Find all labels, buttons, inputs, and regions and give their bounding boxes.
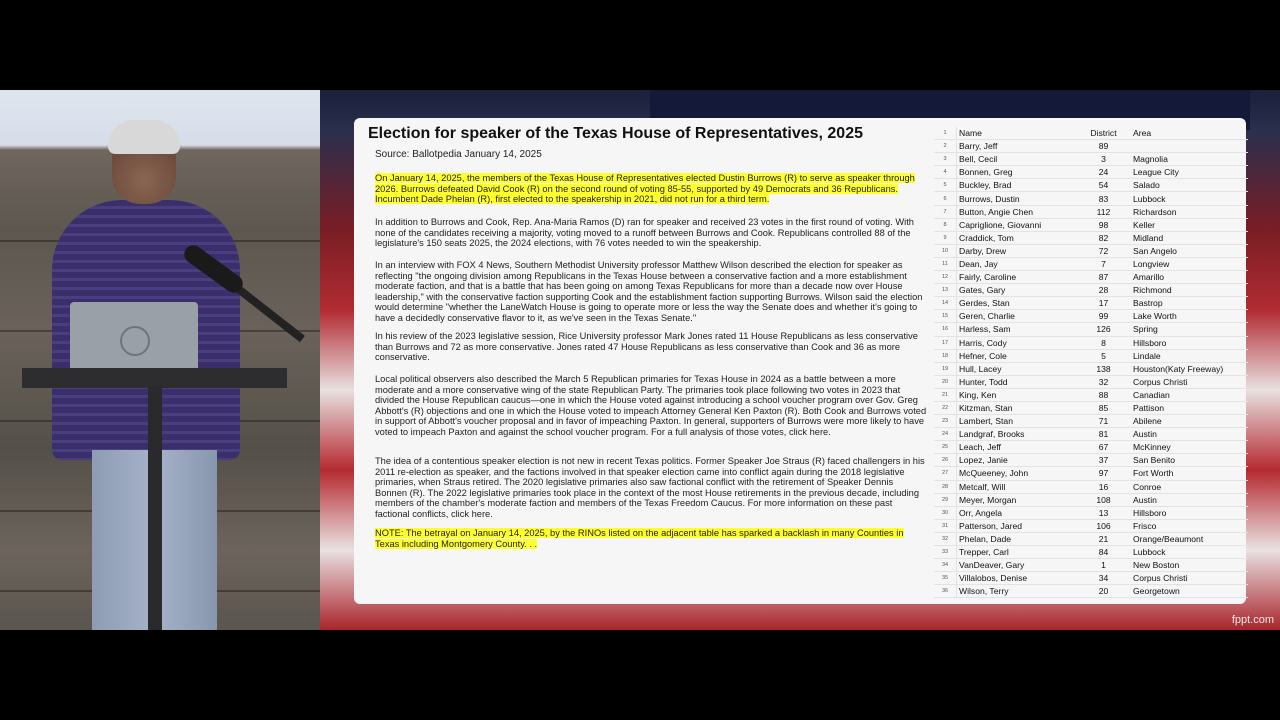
- cell-name: Orr, Angela: [957, 506, 1075, 519]
- table-row: [934, 362, 1248, 375]
- row-number: 14: [934, 297, 957, 310]
- table-row: [934, 257, 1248, 270]
- cell-area: Lake Worth: [1131, 310, 1248, 323]
- table-row: [934, 559, 1248, 572]
- cell-name: Burrows, Dustin: [957, 192, 1075, 205]
- cell-name: Leach, Jeff: [957, 441, 1075, 454]
- cell-district: 7: [1074, 257, 1131, 270]
- table-row: [934, 205, 1248, 218]
- cell-name: Barry, Jeff: [957, 140, 1075, 153]
- table-row: [934, 493, 1248, 506]
- row-number: 3: [934, 153, 957, 166]
- cell-district: 54: [1074, 179, 1131, 192]
- cell-name: Gates, Gary: [957, 284, 1075, 297]
- cell-name: Patterson, Jared: [957, 519, 1075, 532]
- table-header-row: [934, 127, 1248, 140]
- cell-district: 67: [1074, 441, 1131, 454]
- cell-district: 98: [1074, 218, 1131, 231]
- table-row: [934, 297, 1248, 310]
- row-number: 31: [934, 519, 957, 532]
- row-number: 23: [934, 415, 957, 428]
- table-row: [934, 415, 1248, 428]
- cell-name: Button, Angie Chen: [957, 205, 1075, 218]
- cell-district: 1: [1074, 559, 1131, 572]
- cell-district: 126: [1074, 323, 1131, 336]
- row-number: 25: [934, 441, 957, 454]
- cell-area: Salado: [1131, 179, 1248, 192]
- row-number: 4: [934, 166, 957, 179]
- highlighted-text: On January 14, 2025, the members of the Texas House of Representatives elected Dustin Burrows (R) to serve as speaker through 2026. Burrows defeated David Cook (R) on the second round of voting 85-55, supported by 49 Democrats and 36 Republicans. Incumbent Dade Phelan (R), first elected to the speakership in 2021, did not run for a third term.: [375, 173, 915, 205]
- cell-district: 97: [1074, 467, 1131, 480]
- cell-name: Lopez, Janie: [957, 454, 1075, 467]
- cell-name: VanDeaver, Gary: [957, 559, 1075, 572]
- table-row: [934, 401, 1248, 414]
- table-row: [934, 192, 1248, 205]
- cell-district: 89: [1074, 140, 1131, 153]
- cell-district: 20: [1074, 585, 1131, 598]
- column-header-name: Name: [957, 127, 1075, 140]
- cell-district: 82: [1074, 231, 1131, 244]
- cell-area: [1131, 140, 1248, 153]
- row-number: 32: [934, 532, 957, 545]
- table-row: [934, 336, 1248, 349]
- cell-area: Abilene: [1131, 415, 1248, 428]
- cell-district: 84: [1074, 546, 1131, 559]
- row-number: 24: [934, 428, 957, 441]
- table-row: [934, 179, 1248, 192]
- cell-name: Kitzman, Stan: [957, 401, 1075, 414]
- paragraph: In an interview with FOX 4 News, Southern Methodist University professor Matthew Wilson described the election for speaker as reflecting "the ongoing division among Republicans in the Texas House between a conservative faction and a more establishment moderate faction, and that is a battle that has been going on among Texas Republicans for more than a decade now over House leadership," with the conservative faction supporting Cook and the establishment faction supporting Burrows. Wilson said the election would determine "whether the LaneWatch House is going to operate more or less the way the Senate does and whether it's going to have a decidedly conservative flavor to it, as we've seen in the Texas Senate.": [375, 260, 923, 323]
- row-number: 30: [934, 506, 957, 519]
- note-highlighted-text: NOTE: The betrayal on January 14, 2025, by the RINOs listed on the adjacent table has sparked a backlash in many Counties in Texas including Montgomery County. . .: [375, 528, 904, 549]
- row-number: 17: [934, 336, 957, 349]
- row-number: 29: [934, 493, 957, 506]
- cell-area: Lubbock: [1131, 546, 1248, 559]
- row-number: 18: [934, 349, 957, 362]
- table-row: [934, 428, 1248, 441]
- cell-area: Canadian: [1131, 388, 1248, 401]
- cell-district: 72: [1074, 244, 1131, 257]
- table-row: [934, 310, 1248, 323]
- cell-district: 85: [1074, 401, 1131, 414]
- cell-area: Orange/Beaumont: [1131, 532, 1248, 545]
- cell-district: 3: [1074, 153, 1131, 166]
- table-row: [934, 323, 1248, 336]
- table-row: [934, 140, 1248, 153]
- cell-area: Conroe: [1131, 480, 1248, 493]
- cell-name: Harless, Sam: [957, 323, 1075, 336]
- cell-area: McKinney: [1131, 441, 1248, 454]
- table-row: [934, 532, 1248, 545]
- table-row: [934, 572, 1248, 585]
- cell-district: 8: [1074, 336, 1131, 349]
- table-row: [934, 284, 1248, 297]
- cell-district: 106: [1074, 519, 1131, 532]
- table-row: [934, 244, 1248, 257]
- cell-district: 88: [1074, 388, 1131, 401]
- row-number: 34: [934, 559, 957, 572]
- cell-name: Harris, Cody: [957, 336, 1075, 349]
- cell-area: New Boston: [1131, 559, 1248, 572]
- cell-name: Geren, Charlie: [957, 310, 1075, 323]
- table-row: [934, 166, 1248, 179]
- row-number: 7: [934, 205, 957, 218]
- paragraph: The idea of a contentious speaker election is not new in recent Texas politics. Former Speaker Joe Straus (R) faced challengers in his 2011 re-election as speaker, and the factions involved in that speaker election came into conflict again during the 2018 legislative primaries, when Straus retired. The 2020 legislative primaries also saw factional conflict with the retirement of Speaker Dennis Bonnen (R). The 2022 legislative primaries took place in the context of the most House retirements in the previous decade, including members of the chamber's moderate faction and members of the Texas Freedom Caucus. For more information on these past factional conflicts, click here.: [375, 456, 925, 519]
- cell-district: 71: [1074, 415, 1131, 428]
- row-number: 21: [934, 388, 957, 401]
- cell-area: Longview: [1131, 257, 1248, 270]
- cell-name: Hefner, Cole: [957, 349, 1075, 362]
- cell-area: Richardson: [1131, 205, 1248, 218]
- cell-name: Lambert, Stan: [957, 415, 1075, 428]
- cell-area: League City: [1131, 166, 1248, 179]
- table-row: [934, 506, 1248, 519]
- cell-area: Corpus Christi: [1131, 375, 1248, 388]
- cell-name: Darby, Drew: [957, 244, 1075, 257]
- row-number: 10: [934, 244, 957, 257]
- row-number: 33: [934, 546, 957, 559]
- row-number: 5: [934, 179, 957, 192]
- table-row: [934, 454, 1248, 467]
- row-number: 13: [934, 284, 957, 297]
- cell-district: 21: [1074, 532, 1131, 545]
- row-number: 15: [934, 310, 957, 323]
- podium-top: [22, 368, 287, 388]
- cell-name: King, Ken: [957, 388, 1075, 401]
- row-number: 2: [934, 140, 957, 153]
- cell-area: Houston(Katy Freeway): [1131, 362, 1248, 375]
- cell-district: 5: [1074, 349, 1131, 362]
- cell-name: Hull, Lacey: [957, 362, 1075, 375]
- cell-district: 13: [1074, 506, 1131, 519]
- row-number: 11: [934, 257, 957, 270]
- table-row: [934, 231, 1248, 244]
- cell-area: Lindale: [1131, 349, 1248, 362]
- cell-area: Austin: [1131, 428, 1248, 441]
- column-header-area: Area: [1131, 127, 1248, 140]
- row-number: 26: [934, 454, 957, 467]
- cell-area: Hillsboro: [1131, 506, 1248, 519]
- table-row: [934, 349, 1248, 362]
- cell-name: Craddick, Tom: [957, 231, 1075, 244]
- row-number: 28: [934, 480, 957, 493]
- cell-district: 83: [1074, 192, 1131, 205]
- cell-area: Midland: [1131, 231, 1248, 244]
- paragraph-highlighted: [375, 173, 927, 205]
- cell-district: 108: [1074, 493, 1131, 506]
- row-number: 1: [934, 127, 957, 140]
- cell-district: 16: [1074, 480, 1131, 493]
- cell-district: 99: [1074, 310, 1131, 323]
- cell-area: Frisco: [1131, 519, 1248, 532]
- cell-district: 112: [1074, 205, 1131, 218]
- paragraph: In addition to Burrows and Cook, Rep. Ana-Maria Ramos (D) ran for speaker and received 23 votes in the first round of voting. With none of the candidates receiving a majority, voting moved to a runoff between Burrows and Cook. Republicans controlled 88 of the legislature's 150 seats 2025, the 2024 elections, with 76 votes needed to win the speakership.: [375, 217, 914, 249]
- table-row: [934, 480, 1248, 493]
- cell-area: Richmond: [1131, 284, 1248, 297]
- cell-name: Wilson, Terry: [957, 585, 1075, 598]
- watermark: fppt.com: [1231, 614, 1274, 626]
- cell-district: 34: [1074, 572, 1131, 585]
- cell-area: San Angelo: [1131, 244, 1248, 257]
- cell-area: Austin: [1131, 493, 1248, 506]
- cell-district: 28: [1074, 284, 1131, 297]
- row-number: 22: [934, 401, 957, 414]
- cell-area: Corpus Christi: [1131, 572, 1248, 585]
- cell-name: Fairly, Caroline: [957, 271, 1075, 284]
- speaker-camera-feed: [0, 90, 320, 630]
- cell-area: Lubbock: [1131, 192, 1248, 205]
- cell-area: Georgetown: [1131, 585, 1248, 598]
- row-number: 20: [934, 375, 957, 388]
- cell-district: 81: [1074, 428, 1131, 441]
- row-number: 19: [934, 362, 957, 375]
- cell-name: Meyer, Morgan: [957, 493, 1075, 506]
- table-row: [934, 218, 1248, 231]
- table-row: [934, 546, 1248, 559]
- slide-title: Election for speaker of the Texas House of Representatives, 2025: [368, 125, 863, 142]
- table-row: [934, 519, 1248, 532]
- row-number: 16: [934, 323, 957, 336]
- row-number: 36: [934, 585, 957, 598]
- paragraph-highlighted: [375, 528, 927, 549]
- cell-name: Villalobos, Denise: [957, 572, 1075, 585]
- cell-name: Hunter, Todd: [957, 375, 1075, 388]
- cell-district: 37: [1074, 454, 1131, 467]
- cell-name: McQueeney, John: [957, 467, 1075, 480]
- cell-name: Trepper, Carl: [957, 546, 1075, 559]
- table-row: [934, 153, 1248, 166]
- paragraph: Local political observers also described the March 5 Republican primaries for Texas House in 2024 as a battle between a more moderate and a more conservative wing of the state Republican Party. The primaries took place following two votes in 2023 that divided the House Republican caucus—one in which the House voted against introducing a school voucher program over Gov. Greg Abbott's (R) objections and one in which the House voted to impeach Attorney General Ken Paxton (R). Both Cook and Burrows voted in support of Abbott's voucher proposal and in favor of impeaching Paxton. In general, supporters of Burrows were more likely to have voted to impeach Paxton and against the school voucher program. For a full analysis of those votes, click here.: [375, 374, 927, 437]
- cell-name: Phelan, Dade: [957, 532, 1075, 545]
- representatives-table: [934, 127, 1241, 598]
- column-header-district: District: [1074, 127, 1131, 140]
- row-number: 27: [934, 467, 957, 480]
- cell-area: Pattison: [1131, 401, 1248, 414]
- cell-district: 24: [1074, 166, 1131, 179]
- row-number: 12: [934, 271, 957, 284]
- cell-district: 87: [1074, 271, 1131, 284]
- table-row: [934, 441, 1248, 454]
- table-row: [934, 375, 1248, 388]
- table-row: [934, 271, 1248, 284]
- table-row: [934, 585, 1248, 598]
- cell-name: Gerdes, Stan: [957, 297, 1075, 310]
- cell-name: Landgraf, Brooks: [957, 428, 1075, 441]
- row-number: 6: [934, 192, 957, 205]
- cell-district: 32: [1074, 375, 1131, 388]
- speaker-hair: [108, 120, 180, 154]
- cell-district: 138: [1074, 362, 1131, 375]
- cell-name: Capriglione, Giovanni: [957, 218, 1075, 231]
- table-row: [934, 467, 1248, 480]
- cell-area: Spring: [1131, 323, 1248, 336]
- cell-name: Metcalf, Will: [957, 480, 1075, 493]
- data-table: [934, 127, 1248, 598]
- paragraph: In his review of the 2023 legislative session, Rice University professor Mark Jones rated 11 House Republicans as less conservative than Burrows and 72 as more conservative. Jones rated 47 House Republicans as less conservative than Cook and 36 as more conservative.: [375, 331, 918, 363]
- podium-pole: [148, 386, 162, 630]
- slide-source: Source: Ballotpedia January 14, 2025: [375, 149, 542, 160]
- cell-area: Keller: [1131, 218, 1248, 231]
- cell-name: Buckley, Brad: [957, 179, 1075, 192]
- cell-area: Magnolia: [1131, 153, 1248, 166]
- table-row: [934, 388, 1248, 401]
- cell-area: Hillsboro: [1131, 336, 1248, 349]
- row-number: 9: [934, 231, 957, 244]
- cell-area: Fort Worth: [1131, 467, 1248, 480]
- cell-name: Dean, Jay: [957, 257, 1075, 270]
- laptop-logo-icon: [120, 326, 150, 356]
- cell-area: Amarillo: [1131, 271, 1248, 284]
- cell-name: Bell, Cecil: [957, 153, 1075, 166]
- cell-name: Bonnen, Greg: [957, 166, 1075, 179]
- row-number: 35: [934, 572, 957, 585]
- cell-district: 17: [1074, 297, 1131, 310]
- cell-area: Bastrop: [1131, 297, 1248, 310]
- row-number: 8: [934, 218, 957, 231]
- cell-area: San Benito: [1131, 454, 1248, 467]
